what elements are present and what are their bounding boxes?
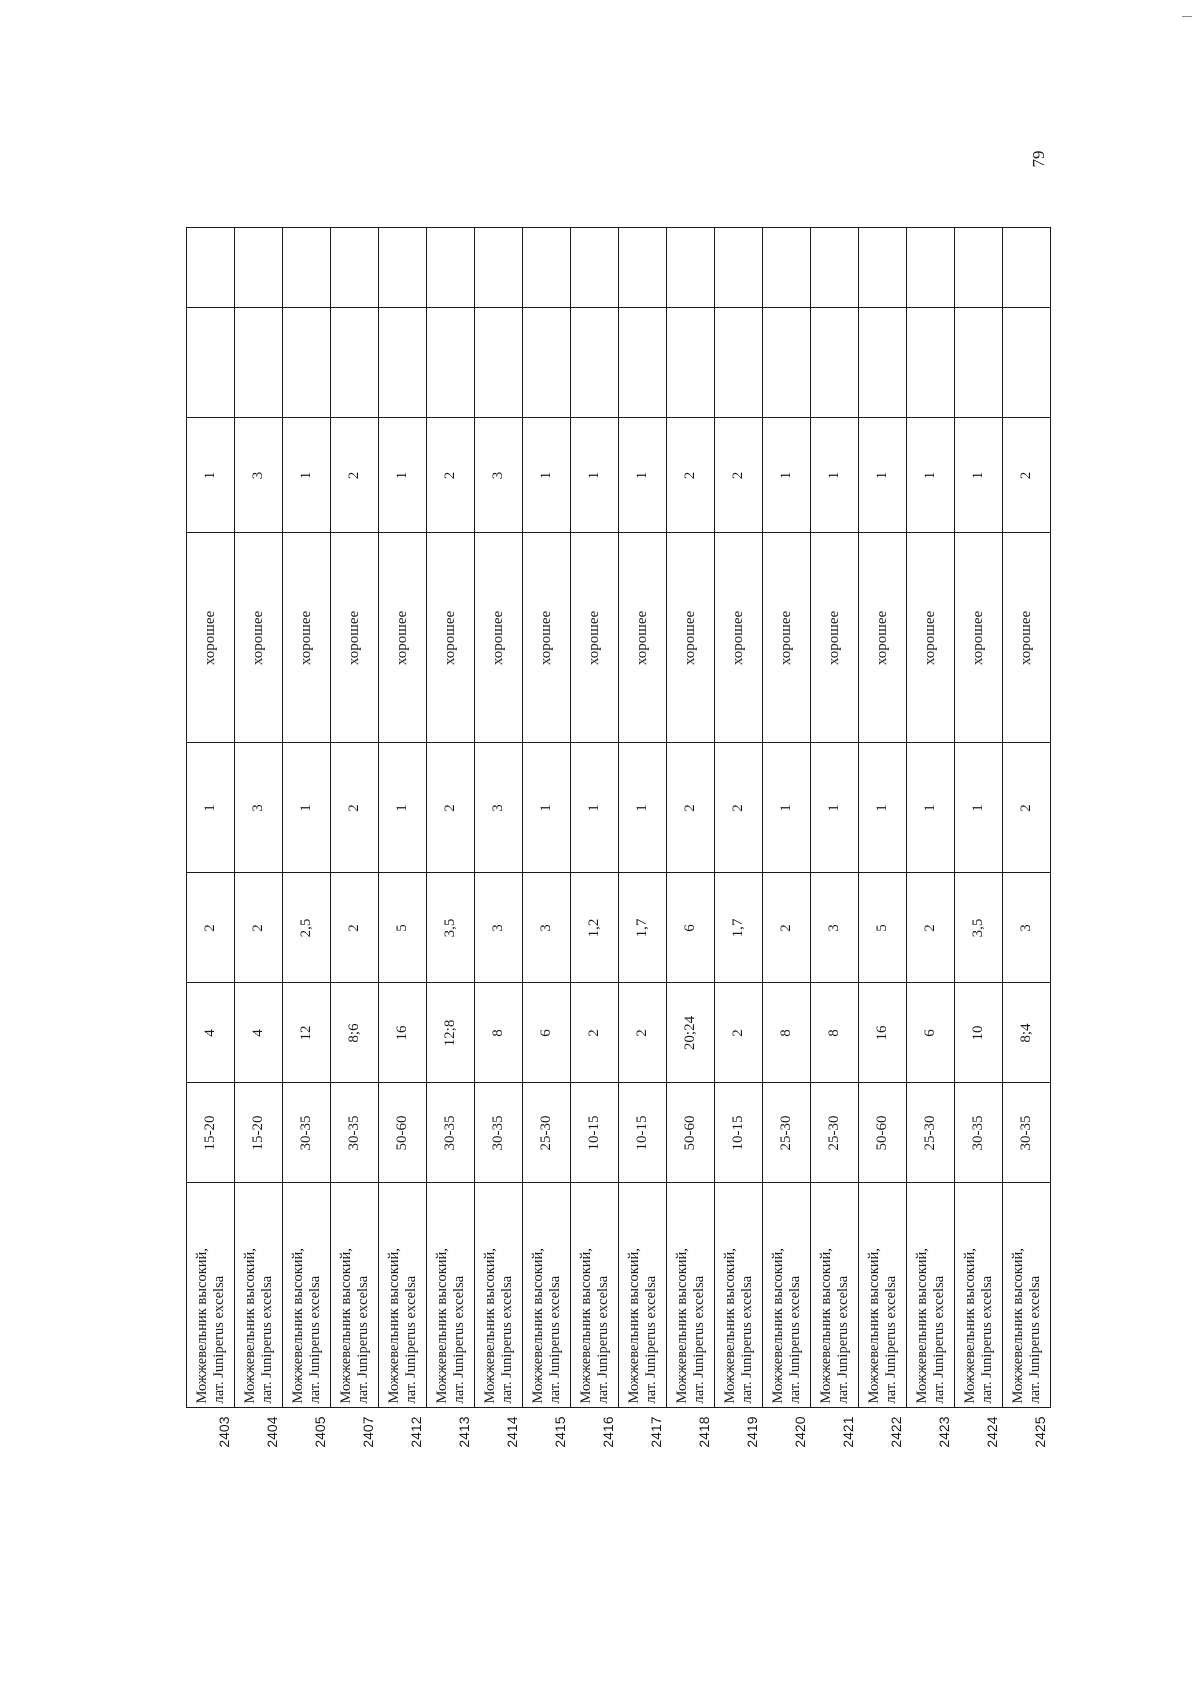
condition-cell: хорошее [763,533,811,743]
condition-cell: хорошее [523,533,571,743]
row-id: 2425 [1031,1416,1048,1448]
species-latin-name: лат. Juniperus excelsa [594,1275,611,1404]
count-total-cell: 1 [571,418,619,533]
species-name [811,1183,859,1408]
age-cell: 25-30 [763,1083,811,1183]
height-cell: 2 [187,873,235,983]
empty-cell [619,308,667,418]
diameter-cell: 8;6 [331,983,379,1083]
count-total-cell: 2 [331,418,379,533]
diameter-cell: 8 [763,983,811,1083]
age-cell: 10-15 [715,1083,763,1183]
condition-cell: хорошее [571,533,619,743]
count-total-cell: 1 [955,418,1003,533]
species-latin-name: лат. Juniperus excelsa [210,1275,227,1404]
count-total-cell: 1 [619,418,667,533]
age-cell: 30-35 [331,1083,379,1183]
species-latin-name: лат. Juniperus excelsa [1026,1275,1043,1404]
row-id: 2405 [311,1416,328,1448]
row-id: 2423 [935,1416,952,1448]
diameter-cell: 16 [379,983,427,1083]
age-cell: 30-35 [955,1083,1003,1183]
age-cell: 50-60 [667,1083,715,1183]
empty-cell [523,308,571,418]
height-cell: 3 [1003,873,1051,983]
count-total-cell: 2 [667,418,715,533]
empty-cell [427,228,475,308]
species-name [379,1183,427,1408]
height-cell: 2,5 [283,873,331,983]
species-latin-name: лат. Juniperus excelsa [258,1275,275,1404]
row-id: 2414 [503,1416,520,1448]
height-cell: 1,7 [619,873,667,983]
count-cell: 1 [523,743,571,873]
species-latin-name: лат. Juniperus excelsa [738,1275,755,1404]
species-common-name: Можжевельник высокий, [481,1248,498,1404]
count-cell: 2 [1003,743,1051,873]
tree-inventory-table [186,228,1051,1469]
empty-cell [379,308,427,418]
empty-cell [523,228,571,308]
count-total-cell: 3 [235,418,283,533]
table-row [379,228,427,1468]
height-cell: 3 [475,873,523,983]
empty-cell [331,228,379,308]
species-common-name: Можжевельник высокий, [961,1248,978,1404]
empty-cell [859,308,907,418]
row-id: 2413 [455,1416,472,1448]
empty-cell [427,308,475,418]
species-latin-name: лат. Juniperus excelsa [450,1275,467,1404]
age-cell: 10-15 [571,1083,619,1183]
count-cell: 1 [811,743,859,873]
diameter-cell: 8;4 [1003,983,1051,1083]
condition-cell: хорошее [475,533,523,743]
species-common-name: Можжевельник высокий, [625,1248,642,1404]
condition-cell: хорошее [619,533,667,743]
species-name [955,1183,1003,1408]
height-cell: 2 [331,873,379,983]
empty-cell [379,228,427,308]
empty-cell [571,228,619,308]
table-body [187,228,1051,1468]
table-row [187,228,235,1468]
empty-cell [955,308,1003,418]
count-total-cell: 1 [859,418,907,533]
diameter-cell: 8 [475,983,523,1083]
height-cell: 3,5 [955,873,1003,983]
species-latin-name: лат. Juniperus excelsa [882,1275,899,1404]
count-cell: 2 [331,743,379,873]
count-total-cell: 2 [715,418,763,533]
diameter-cell: 12 [283,983,331,1083]
height-cell: 5 [859,873,907,983]
species-latin-name: лат. Juniperus excelsa [354,1275,371,1404]
empty-cell [235,228,283,308]
species-latin-name: лат. Juniperus excelsa [546,1275,563,1404]
table-row [955,228,1003,1468]
condition-cell: хорошее [427,533,475,743]
diameter-cell: 2 [715,983,763,1083]
empty-cell [475,228,523,308]
row-id: 2415 [551,1416,568,1448]
count-cell: 1 [763,743,811,873]
age-cell: 15-20 [235,1083,283,1183]
row-id: 2418 [695,1416,712,1448]
species-latin-name: лат. Juniperus excelsa [930,1275,947,1404]
count-cell: 1 [955,743,1003,873]
empty-cell [955,228,1003,308]
count-total-cell: 3 [475,418,523,533]
diameter-cell: 6 [523,983,571,1083]
row-id: 2416 [599,1416,616,1448]
empty-cell [1003,308,1051,418]
height-cell: 3 [523,873,571,983]
age-cell: 25-30 [523,1083,571,1183]
count-cell: 1 [859,743,907,873]
table-row [283,228,331,1468]
species-latin-name: лат. Juniperus excelsa [642,1275,659,1404]
species-name [859,1183,907,1408]
count-cell: 1 [571,743,619,873]
species-name [475,1183,523,1408]
row-id: 2417 [647,1416,664,1448]
species-name [235,1183,283,1408]
species-name [283,1183,331,1408]
species-common-name: Можжевельник высокий, [529,1248,546,1404]
age-cell: 10-15 [619,1083,667,1183]
count-cell: 3 [475,743,523,873]
height-cell: 3 [811,873,859,983]
count-total-cell: 2 [427,418,475,533]
species-name [619,1183,667,1408]
empty-cell [715,228,763,308]
empty-cell [619,228,667,308]
count-total-cell: 1 [283,418,331,533]
diameter-cell: 2 [619,983,667,1083]
condition-cell: хорошее [235,533,283,743]
condition-cell: хорошее [283,533,331,743]
species-latin-name: лат. Juniperus excelsa [306,1275,323,1404]
species-name [907,1183,955,1408]
empty-cell [187,228,235,308]
table-row [475,228,523,1468]
condition-cell: хорошее [907,533,955,743]
diameter-cell: 4 [187,983,235,1083]
condition-cell: хорошее [331,533,379,743]
count-total-cell: 1 [379,418,427,533]
condition-cell: хорошее [379,533,427,743]
empty-cell [907,228,955,308]
species-common-name: Можжевельник высокий, [721,1248,738,1404]
height-cell: 6 [667,873,715,983]
table-row [235,228,283,1468]
table-row [1003,228,1051,1468]
row-id: 2403 [215,1416,232,1448]
species-name [571,1183,619,1408]
age-cell: 30-35 [1003,1083,1051,1183]
species-common-name: Можжевельник высокий, [241,1248,258,1404]
count-cell: 2 [715,743,763,873]
condition-cell: хорошее [667,533,715,743]
diameter-cell: 10 [955,983,1003,1083]
count-cell: 2 [427,743,475,873]
height-cell: 2 [235,873,283,983]
row-id: 2412 [407,1416,424,1448]
table-row [331,228,379,1468]
diameter-cell: 16 [859,983,907,1083]
empty-cell [571,308,619,418]
species-common-name: Можжевельник высокий, [385,1248,402,1404]
diameter-cell: 6 [907,983,955,1083]
species-common-name: Можжевельник высокий, [1009,1248,1026,1404]
species-common-name: Можжевельник высокий, [577,1248,594,1404]
species-common-name: Можжевельник высокий, [817,1248,834,1404]
height-cell: 3,5 [427,873,475,983]
empty-cell [187,308,235,418]
count-total-cell: 1 [523,418,571,533]
row-id: 2407 [359,1416,376,1448]
count-cell: 1 [283,743,331,873]
height-cell: 2 [907,873,955,983]
diameter-cell: 12;8 [427,983,475,1083]
species-latin-name: лат. Juniperus excelsa [978,1275,995,1404]
count-cell: 1 [187,743,235,873]
scan-edge-mark [1182,16,1192,17]
table-row [571,228,619,1468]
empty-cell [1003,228,1051,308]
table-row [859,228,907,1468]
height-cell: 1,2 [571,873,619,983]
row-id: 2404 [263,1416,280,1448]
empty-cell [283,308,331,418]
count-total-cell: 1 [811,418,859,533]
table-row [811,228,859,1468]
species-name [427,1183,475,1408]
row-id: 2420 [791,1416,808,1448]
table-row [619,228,667,1468]
species-common-name: Можжевельник высокий, [289,1248,306,1404]
species-common-name: Можжевельник высокий, [193,1248,210,1404]
species-common-name: Можжевельник высокий, [673,1248,690,1404]
species-latin-name: лат. Juniperus excelsa [498,1275,515,1404]
age-cell: 30-35 [283,1083,331,1183]
condition-cell: хорошее [955,533,1003,743]
species-common-name: Можжевельник высокий, [865,1248,882,1404]
table-row [667,228,715,1468]
species-latin-name: лат. Juniperus excelsa [690,1275,707,1404]
count-total-cell: 1 [187,418,235,533]
age-cell: 25-30 [811,1083,859,1183]
empty-cell [283,228,331,308]
condition-cell: хорошее [715,533,763,743]
species-common-name: Можжевельник высокий, [769,1248,786,1404]
empty-cell [331,308,379,418]
count-total-cell: 1 [907,418,955,533]
count-cell: 1 [619,743,667,873]
row-id: 2424 [983,1416,1000,1448]
empty-cell [715,308,763,418]
species-common-name: Можжевельник высокий, [433,1248,450,1404]
species-latin-name: лат. Juniperus excelsa [786,1275,803,1404]
diameter-cell: 8 [811,983,859,1083]
table-row [907,228,955,1468]
species-name [715,1183,763,1408]
height-cell: 2 [763,873,811,983]
empty-cell [811,228,859,308]
species-name [523,1183,571,1408]
species-name [187,1183,235,1408]
row-id: 2422 [887,1416,904,1448]
species-name [667,1183,715,1408]
height-cell: 5 [379,873,427,983]
age-cell: 30-35 [475,1083,523,1183]
height-cell: 1,7 [715,873,763,983]
species-common-name: Можжевельник высокий, [913,1248,930,1404]
species-name [763,1183,811,1408]
table-row [427,228,475,1468]
table-row [763,228,811,1468]
empty-cell [907,308,955,418]
count-total-cell: 2 [1003,418,1051,533]
row-id: 2419 [743,1416,760,1448]
species-latin-name: лат. Juniperus excelsa [834,1275,851,1404]
empty-cell [667,308,715,418]
species-latin-name: лат. Juniperus excelsa [402,1275,419,1404]
species-common-name: Можжевельник высокий, [337,1248,354,1404]
age-cell: 25-30 [907,1083,955,1183]
count-cell: 1 [379,743,427,873]
species-name [331,1183,379,1408]
condition-cell: хорошее [859,533,907,743]
age-cell: 50-60 [859,1083,907,1183]
row-id: 2421 [839,1416,856,1448]
count-cell: 3 [235,743,283,873]
condition-cell: хорошее [1003,533,1051,743]
empty-cell [763,308,811,418]
count-cell: 2 [667,743,715,873]
diameter-cell: 20;24 [667,983,715,1083]
empty-cell [763,228,811,308]
age-cell: 15-20 [187,1083,235,1183]
condition-cell: хорошее [187,533,235,743]
empty-cell [811,308,859,418]
count-total-cell: 1 [763,418,811,533]
species-name [1003,1183,1051,1408]
empty-cell [667,228,715,308]
empty-cell [235,308,283,418]
empty-cell [475,308,523,418]
table-row [523,228,571,1468]
diameter-cell: 2 [571,983,619,1083]
age-cell: 50-60 [379,1083,427,1183]
page-number: 79 [1029,150,1048,168]
count-cell: 1 [907,743,955,873]
rotated-table-container [186,228,1048,1468]
table-row [715,228,763,1468]
diameter-cell: 4 [235,983,283,1083]
condition-cell: хорошее [811,533,859,743]
empty-cell [859,228,907,308]
age-cell: 30-35 [427,1083,475,1183]
